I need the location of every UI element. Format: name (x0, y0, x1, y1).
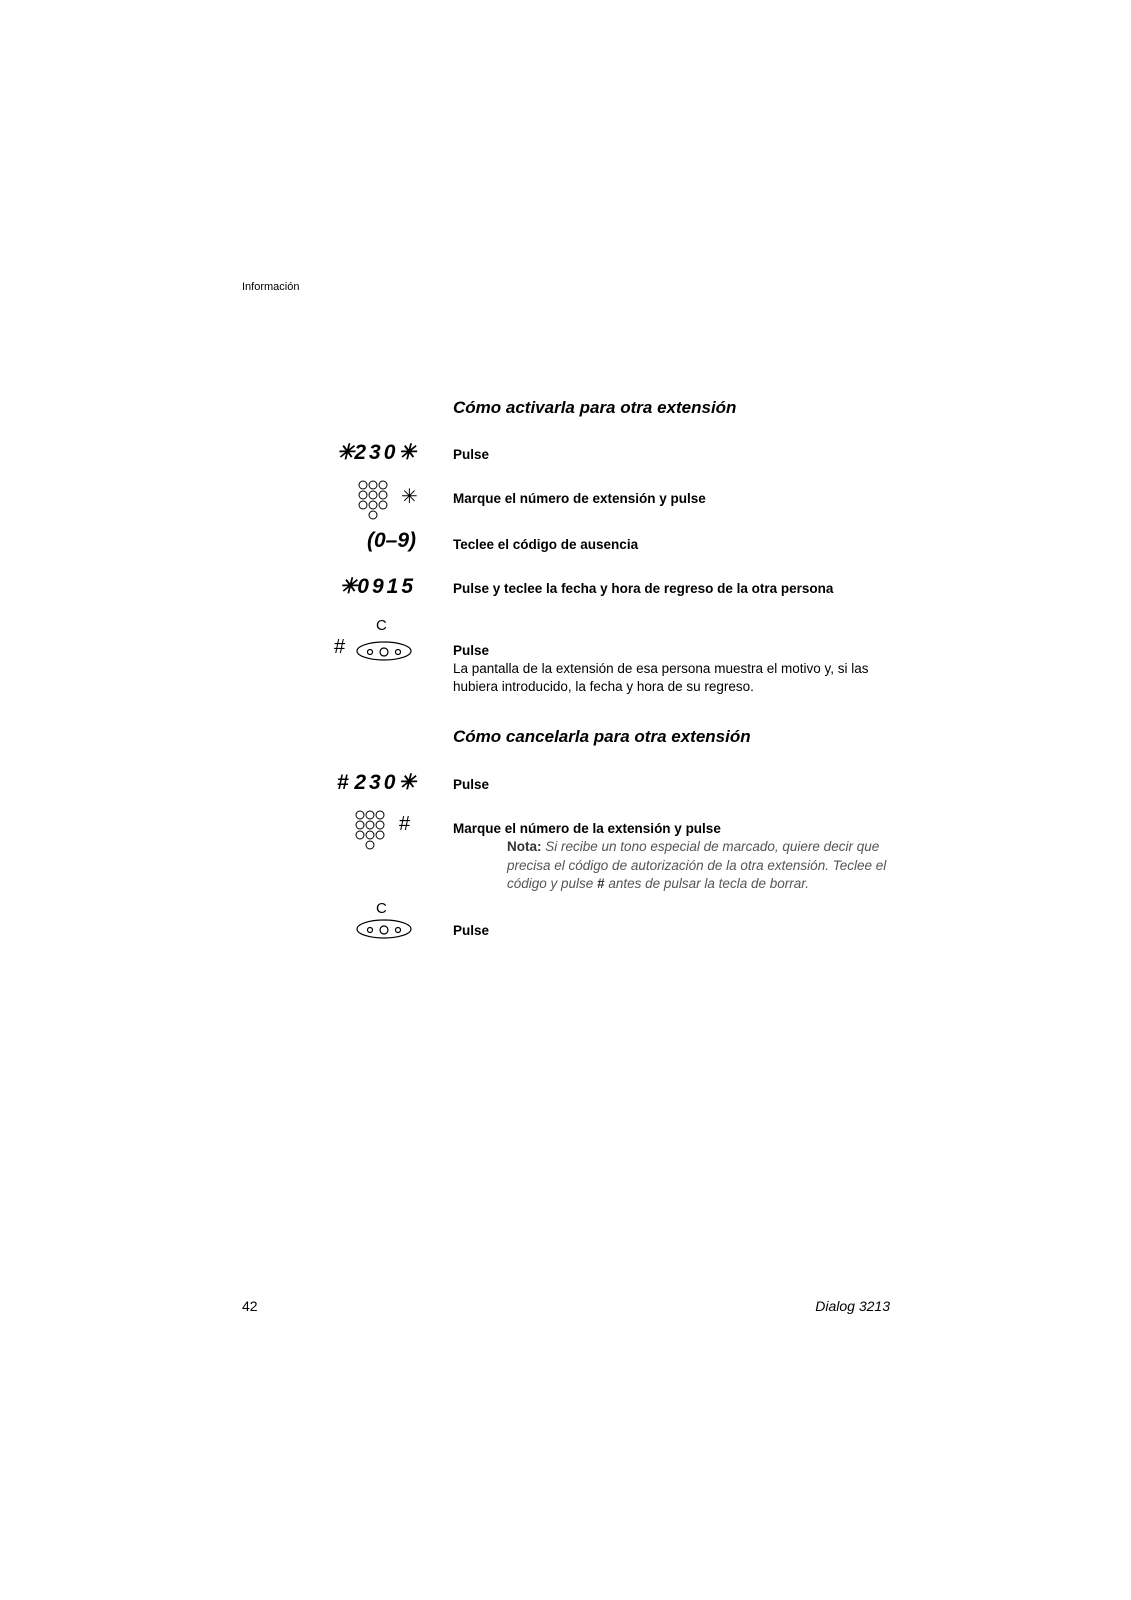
hash-key-icon: # (334, 636, 346, 658)
clear-key-label: C (376, 617, 387, 634)
code-digits: 0915 (357, 575, 416, 598)
step-text: Pulse (453, 777, 490, 792)
section-label: Información (242, 281, 300, 293)
clear-key-label: C (376, 900, 387, 917)
step-text: Marque el número de la extensión y pulse (453, 821, 721, 836)
star-key-icon: ✳ (398, 771, 416, 794)
section-heading-cancel: Cómo cancelarla para otra extensión (453, 727, 751, 746)
clear-key-icon (355, 640, 413, 662)
product-name: Dialog 3213 (815, 1298, 890, 1314)
star-key-icon: ✳ (339, 575, 358, 598)
code-hash-230-star (216, 770, 416, 795)
code-star-0915 (216, 574, 416, 599)
note-label: Nota: (507, 839, 542, 854)
step-text: Pulse y teclee la fecha y hora de regreso de la otra persona (453, 581, 834, 596)
note-text: Si recibe un tono especial de marcado, quiere decir que precisa el código de autorización de la otra extensión. Teclee el código y pulse (507, 839, 887, 891)
step-text: Teclee el código de ausencia (453, 537, 639, 552)
hash-key-icon: # (597, 876, 605, 891)
step-description: La pantalla de la extensión de esa persona muestra el motivo y, si las hubiera introducido, la fecha y hora de su regreso. (453, 661, 869, 694)
section-heading-activate: Cómo activarla para otra extensión (453, 398, 737, 417)
code-digits: 230 (354, 441, 399, 464)
step-text: Marque el número de extensión y pulse (453, 491, 706, 506)
code-star-230-star (216, 440, 416, 465)
star-key-icon: ✳ (398, 441, 416, 464)
page-number: 42 (242, 1298, 258, 1314)
hash-key-icon: # (336, 771, 349, 794)
step-text: Pulse (453, 447, 490, 462)
star-key-icon: ✳ (401, 486, 418, 508)
code-range: (0–9) (366, 529, 416, 552)
hash-key-icon: # (399, 813, 411, 835)
keypad-icon (354, 810, 394, 858)
keypad-icon (357, 480, 397, 528)
note-text-end: antes de pulsar la tecla de borrar. (608, 876, 809, 891)
code-digits: 230 (354, 771, 399, 794)
step-text: Pulse (453, 923, 490, 938)
clear-key-icon (355, 918, 413, 940)
star-key-icon: ✳ (336, 441, 355, 464)
step-text: Pulse (453, 643, 490, 658)
note (507, 838, 907, 894)
